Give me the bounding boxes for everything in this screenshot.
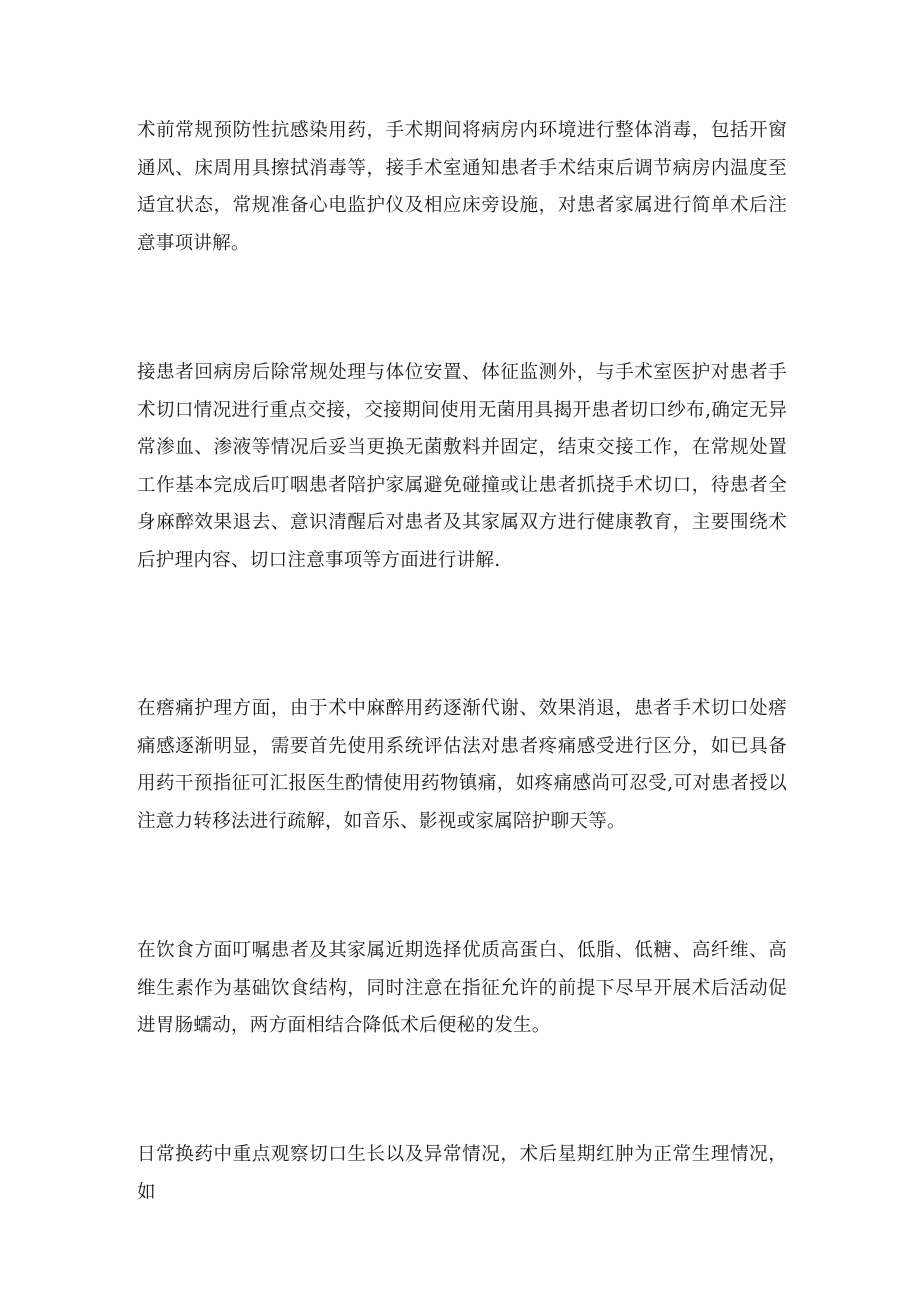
paragraph-dressing-change: 日常换药中重点观察切口生长以及异常情况，术后星期红肿为正常生理情况，如	[137, 1144, 787, 1203]
paragraph-postoperative-handover: 接患者回病房后除常规处理与体位安置、体征监测外，与手术室医护对患者手术切口情况进行重点交接，交接期间使用无菌用具揭开患者切口纱布,确定无异常渗血、渗液等情况后妥当更换无菌敷料并固定，结束交接工作，在常规处置工作基本完成后叮咽患者陪护家属避免碰撞或让患者抓挠手术切口，待患者全身麻醉效果退去、意识清醒后对患者及其家属双方进行健康教育，主要围绕术后护理内容、切口注意事项等方面进行讲解.	[137, 362, 787, 571]
paragraph-diet-guidance: 在饮食方面叮嘱患者及其家属近期选择优质高蛋白、低脂、低糖、高纤维、高维生素作为基础饮食结构，同时注意在指征允许的前提下尽早开展术后活动促进胃肠蠕动，两方面相结合降低术后便秘的发生。	[137, 940, 787, 1037]
paragraph-preoperative-preparation: 术前常规预防性抗感染用药，手术期间将病房内环境进行整体消毒，包括开窗通风、床周用具擦拭消毒等，接手术室通知患者手术结束后调节病房内温度至适宜状态，常规准备心电监护仪及相应床旁设施，对患者家属进行简单术后注意事项讲解。	[137, 120, 787, 254]
paragraph-pain-care: 在瘩痛护理方面，由于术中麻醉用药逐渐代谢、效果消退，患者手术切口处瘩痛感逐渐明显，需要首先使用系统评估法对患者疼痛感受进行区分，如已具备用药干预指征可汇报医生酌情使用药物镇痛，如疼痛感尚可忍受,可对患者授以注意力转移法进行疏解，如音乐、影视或家属陪护聊天等。	[137, 698, 787, 832]
